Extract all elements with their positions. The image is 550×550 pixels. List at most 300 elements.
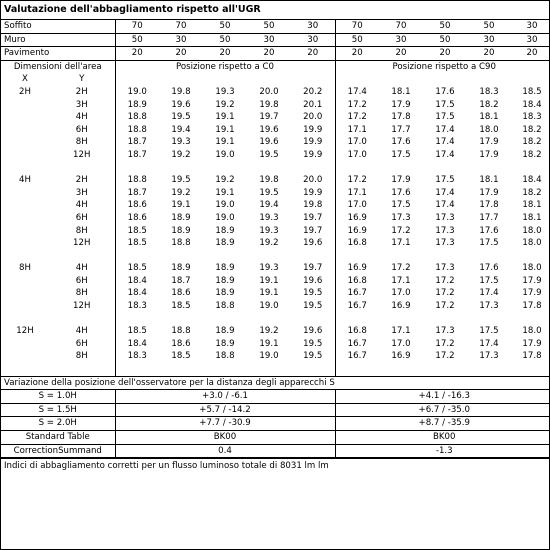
ugr-value-c90: 17.2 xyxy=(435,275,455,286)
ugr-value-c90: 17.9 xyxy=(479,137,499,148)
reflectance-value: 50 xyxy=(203,33,247,47)
ugr-value-c0: 19.1 xyxy=(215,112,235,123)
ugr-value-c0: 19.0 xyxy=(215,212,235,223)
ugr-value-c90: 17.3 xyxy=(435,326,455,337)
ugr-value-c0: 18.8 xyxy=(171,326,191,337)
ugr-value-c90: 17.5 xyxy=(435,99,455,110)
ugr-value-c0: 18.9 xyxy=(171,212,191,223)
luminous-flux-note: Indici di abbagliamento corretti per un flusso luminoso totale di 8031 lm lm xyxy=(1,458,549,473)
ugr-value-c90: 17.0 xyxy=(391,288,411,299)
ugr-data-row xyxy=(1,136,550,149)
ugr-value-c90: 16.8 xyxy=(347,326,367,337)
ugr-value-c90: 17.7 xyxy=(479,212,499,223)
gap-cell xyxy=(1,313,115,326)
x-dimension-empty xyxy=(1,338,49,351)
ugr-value-c0: 19.3 xyxy=(171,137,191,148)
ugr-value-c90: 17.1 xyxy=(391,238,411,249)
gap-cell xyxy=(115,162,335,175)
x-dimension: 12H xyxy=(16,326,34,337)
sheet-title: Valutazione dell'abbagliamento rispetto all'UGR xyxy=(1,1,549,20)
x-dimension-empty xyxy=(1,225,49,238)
reflectance-row xyxy=(1,33,550,47)
ugr-value-c0: 18.9 xyxy=(171,263,191,274)
x-dimension-empty xyxy=(1,149,49,162)
ugr-value-c90: 17.4 xyxy=(435,137,455,148)
ugr-value-c90: 18.1 xyxy=(391,86,411,97)
reflectance-row xyxy=(1,47,550,61)
axis-header-row xyxy=(1,73,550,86)
ugr-value-c0: 19.3 xyxy=(259,263,279,274)
ugr-value-c90: 18.0 xyxy=(522,326,542,337)
gap-cell xyxy=(1,363,115,376)
ugr-value-c0: 19.3 xyxy=(259,225,279,236)
ugr-value-c0: 18.8 xyxy=(127,175,147,186)
reflectance-label: Soffito xyxy=(1,20,115,33)
ugr-value-c0: 19.9 xyxy=(291,124,335,137)
variation-c0: +3.0 / -6.1 xyxy=(115,390,335,404)
ugr-value-c90: 17.4 xyxy=(479,338,499,349)
ugr-value-c90: 17.2 xyxy=(347,112,367,123)
ugr-value-c90: 18.1 xyxy=(522,212,542,223)
ugr-value-c0: 19.5 xyxy=(171,112,191,123)
ugr-data-row xyxy=(1,86,550,99)
gap-cell xyxy=(1,250,115,263)
x-dimension-empty xyxy=(1,136,49,149)
ugr-value-c90: 17.5 xyxy=(479,275,499,286)
ugr-value-c90: 16.9 xyxy=(347,263,367,274)
ugr-value-c90: 17.3 xyxy=(435,212,455,223)
ugr-data-row xyxy=(1,174,550,187)
ugr-value-c0: 19.2 xyxy=(171,149,191,160)
ugr-value-c0: 18.9 xyxy=(215,225,235,236)
reflectance-value: 50 xyxy=(423,20,467,33)
ugr-value-c90: 17.3 xyxy=(435,225,455,236)
ugr-value-c0: 19.2 xyxy=(259,238,279,249)
ugr-value-c90: 17.8 xyxy=(391,112,411,123)
x-dimension-empty xyxy=(1,199,49,212)
ugr-data-row xyxy=(1,237,550,250)
reflectance-value: 30 xyxy=(467,33,511,47)
ugr-value-c90: 17.3 xyxy=(435,238,455,249)
reflectance-value: 20 xyxy=(467,47,511,61)
ugr-value-c0: 18.6 xyxy=(127,212,147,223)
reflectance-value: 50 xyxy=(335,33,379,47)
ugr-value-c0: 18.7 xyxy=(127,187,147,198)
ugr-value-c0: 18.5 xyxy=(127,263,147,274)
ugr-value-c0: 19.7 xyxy=(291,262,335,275)
ugr-value-c90: 18.3 xyxy=(522,112,542,123)
ugr-value-c90: 17.4 xyxy=(435,149,455,160)
ugr-value-c90: 18.4 xyxy=(522,99,542,110)
ugr-value-c0: 19.8 xyxy=(259,175,279,186)
reflectance-value: 20 xyxy=(115,47,159,61)
y-dimension: 12H xyxy=(49,149,115,162)
ugr-value-c0: 19.1 xyxy=(259,275,279,286)
ugr-value-c0: 19.7 xyxy=(291,212,335,225)
spacing-label: S = 1.5H xyxy=(1,403,115,417)
ugr-value-c90: 17.3 xyxy=(435,263,455,274)
gap-cell xyxy=(1,162,115,175)
gap-cell xyxy=(115,363,335,376)
gap-cell xyxy=(115,250,335,263)
ugr-value-c90: 17.2 xyxy=(435,351,455,362)
ugr-value-c90: 18.0 xyxy=(522,225,542,236)
y-axis-label: Y xyxy=(49,73,115,86)
ugr-value-c0: 19.2 xyxy=(215,175,235,186)
ugr-value-c90: 17.7 xyxy=(391,124,411,135)
ugr-value-c0: 18.9 xyxy=(215,238,235,249)
ugr-value-c0: 19.0 xyxy=(127,86,147,97)
reflectance-value: 50 xyxy=(203,20,247,33)
reflectance-value: 20 xyxy=(511,47,550,61)
ugr-value-c90: 17.0 xyxy=(347,137,367,148)
ugr-value-c90: 17.9 xyxy=(479,149,499,160)
reflectance-value: 50 xyxy=(115,33,159,47)
ugr-value-c90: 17.9 xyxy=(391,175,411,186)
x-dimension: 8H xyxy=(19,263,31,274)
ugr-table xyxy=(1,20,550,458)
standard-table-c90: BK00 xyxy=(335,431,550,445)
ugr-value-c90: 18.0 xyxy=(522,263,542,274)
ugr-value-c0: 18.8 xyxy=(171,238,191,249)
ugr-value-c0: 18.9 xyxy=(215,288,235,299)
ugr-value-c90: 17.9 xyxy=(479,187,499,198)
variation-c0: +7.7 / -30.9 xyxy=(115,417,335,431)
y-dimension: 12H xyxy=(49,300,115,313)
ugr-value-c90: 17.9 xyxy=(522,275,542,286)
reflectance-value: 30 xyxy=(159,33,203,47)
ugr-value-c90: 17.0 xyxy=(391,338,411,349)
ugr-value-c90: 18.1 xyxy=(522,200,542,211)
ugr-value-c90: 17.5 xyxy=(435,175,455,186)
ugr-value-c90: 17.4 xyxy=(347,86,367,97)
reflectance-label: Pavimento xyxy=(1,47,115,61)
variation-title: Variazione della posizione dell'osservatore per la distanza degli apparecchi S xyxy=(1,376,550,390)
ugr-data-row xyxy=(1,225,550,238)
ugr-value-c0: 18.5 xyxy=(127,326,147,337)
reflectance-value: 50 xyxy=(423,33,467,47)
ugr-value-c90: 17.4 xyxy=(479,288,499,299)
reflectance-value: 70 xyxy=(335,20,379,33)
ugr-value-c0: 20.0 xyxy=(259,86,279,97)
reflectance-value: 20 xyxy=(159,47,203,61)
ugr-value-c90: 17.2 xyxy=(435,288,455,299)
c0-header: Posizione rispetto a C0 xyxy=(115,60,335,73)
x-dimension: 4H xyxy=(19,175,31,186)
ugr-value-c0: 18.8 xyxy=(127,124,147,135)
reflectance-label: Muro xyxy=(1,33,115,47)
ugr-data-row xyxy=(1,124,550,137)
ugr-value-c90: 18.2 xyxy=(522,149,542,160)
group-spacer xyxy=(1,363,550,376)
reflectance-value: 30 xyxy=(511,33,550,47)
ugr-value-c0: 19.5 xyxy=(171,175,191,186)
ugr-value-c90: 17.5 xyxy=(435,112,455,123)
x-dimension-empty xyxy=(1,111,49,124)
ugr-value-c0: 19.5 xyxy=(291,300,335,313)
ugr-value-c0: 19.4 xyxy=(259,200,279,211)
gap-cell xyxy=(335,250,550,263)
ugr-data-row xyxy=(1,199,550,212)
ugr-value-c0: 19.1 xyxy=(259,288,279,299)
ugr-value-c0: 18.4 xyxy=(127,338,147,349)
ugr-value-c0: 19.8 xyxy=(171,86,191,97)
ugr-value-c0: 19.1 xyxy=(259,338,279,349)
c90-header: Posizione rispetto a C90 xyxy=(392,61,496,72)
ugr-value-c0: 19.9 xyxy=(291,187,335,200)
ugr-value-c0: 19.3 xyxy=(215,86,235,97)
ugr-value-c90: 17.0 xyxy=(347,200,367,211)
y-dimension: 4H xyxy=(49,111,115,124)
variation-c0: +5.7 / -14.2 xyxy=(115,403,335,417)
ugr-value-c0: 18.5 xyxy=(171,301,191,312)
ugr-value-c0: 19.6 xyxy=(291,325,335,338)
variation-title-row xyxy=(1,376,550,390)
variation-c90: +4.1 / -16.3 xyxy=(335,390,550,404)
gap-cell xyxy=(335,363,550,376)
variation-row xyxy=(1,417,550,431)
ugr-value-c90: 17.4 xyxy=(435,187,455,198)
ugr-value-c0: 18.7 xyxy=(171,275,191,286)
ugr-value-c90: 16.7 xyxy=(347,288,367,299)
ugr-value-c0: 18.9 xyxy=(215,275,235,286)
x-dimension-empty xyxy=(1,124,49,137)
ugr-value-c0: 20.2 xyxy=(291,86,335,99)
ugr-value-c0: 19.1 xyxy=(171,200,191,211)
ugr-value-c0: 18.7 xyxy=(127,149,147,160)
ugr-value-c90: 17.6 xyxy=(479,263,499,274)
ugr-value-c90: 17.1 xyxy=(391,275,411,286)
ugr-value-c0: 19.4 xyxy=(171,124,191,135)
y-dimension: 8H xyxy=(49,287,115,300)
ugr-value-c0: 18.4 xyxy=(127,288,147,299)
x-dimension-empty xyxy=(1,99,49,112)
ugr-value-c90: 17.9 xyxy=(391,99,411,110)
ugr-data-row xyxy=(1,275,550,288)
ugr-data-row xyxy=(1,287,550,300)
ugr-data-row xyxy=(1,350,550,363)
ugr-value-c90: 18.2 xyxy=(479,99,499,110)
group-spacer xyxy=(1,313,550,326)
reflectance-value: 20 xyxy=(291,47,335,61)
ugr-value-c90: 17.9 xyxy=(522,338,542,349)
ugr-value-c90: 17.6 xyxy=(391,187,411,198)
x-dimension-empty xyxy=(1,212,49,225)
ugr-value-c90: 17.1 xyxy=(347,187,367,198)
ugr-value-c90: 18.2 xyxy=(522,124,542,135)
ugr-value-c0: 18.6 xyxy=(127,200,147,211)
y-dimension: 12H xyxy=(49,237,115,250)
ugr-value-c0: 19.6 xyxy=(259,124,279,135)
ugr-value-c0: 18.9 xyxy=(215,326,235,337)
ugr-value-c90: 17.2 xyxy=(347,175,367,186)
ugr-data-row xyxy=(1,300,550,313)
ugr-value-c90: 16.7 xyxy=(347,338,367,349)
ugr-value-c0: 19.6 xyxy=(291,237,335,250)
ugr-value-c90: 16.9 xyxy=(347,225,367,236)
ugr-value-c0: 18.8 xyxy=(215,301,235,312)
y-dimension: 4H xyxy=(49,199,115,212)
correction-summand-label: CorrectionSummand xyxy=(1,444,115,458)
ugr-value-c90: 16.9 xyxy=(391,351,411,362)
ugr-value-c0: 19.0 xyxy=(215,149,235,160)
ugr-value-c90: 17.6 xyxy=(479,225,499,236)
ugr-value-c0: 19.5 xyxy=(291,350,335,363)
ugr-data-row xyxy=(1,338,550,351)
ugr-data-row xyxy=(1,262,550,275)
standard-table-c0: BK00 xyxy=(115,431,335,445)
reflectance-value: 70 xyxy=(115,20,159,33)
correction-summand-c90: -1.3 xyxy=(335,444,550,458)
ugr-value-c90: 17.3 xyxy=(479,301,499,312)
ugr-value-c0: 19.2 xyxy=(171,187,191,198)
ugr-value-c90: 17.1 xyxy=(347,124,367,135)
ugr-value-c0: 20.1 xyxy=(291,99,335,112)
correction-summand-c0: 0.4 xyxy=(115,444,335,458)
y-dimension: 6H xyxy=(49,212,115,225)
ugr-value-c90: 16.8 xyxy=(347,275,367,286)
ugr-value-c0: 18.6 xyxy=(171,338,191,349)
x-dimension-empty xyxy=(1,187,49,200)
ugr-value-c90: 17.3 xyxy=(479,351,499,362)
reflectance-value: 20 xyxy=(203,47,247,61)
reflectance-value: 20 xyxy=(247,47,291,61)
x-dimension-empty xyxy=(1,300,49,313)
ugr-value-c0: 19.5 xyxy=(259,149,279,160)
ugr-value-c90: 18.4 xyxy=(522,175,542,186)
ugr-value-c90: 18.0 xyxy=(479,124,499,135)
ugr-value-c0: 18.5 xyxy=(171,351,191,362)
header-row xyxy=(1,60,550,73)
ugr-value-c90: 17.8 xyxy=(522,301,542,312)
y-dimension: 2H xyxy=(49,174,115,187)
ugr-value-c90: 17.2 xyxy=(435,301,455,312)
variation-row xyxy=(1,403,550,417)
x-dimension-empty xyxy=(1,275,49,288)
ugr-value-c0: 19.7 xyxy=(291,225,335,238)
ugr-value-c90: 18.0 xyxy=(522,238,542,249)
ugr-value-c90: 17.6 xyxy=(391,137,411,148)
reflectance-value: 50 xyxy=(247,20,291,33)
ugr-value-c90: 17.5 xyxy=(479,326,499,337)
ugr-value-c90: 17.2 xyxy=(391,263,411,274)
y-dimension: 8H xyxy=(49,350,115,363)
y-dimension: 4H xyxy=(49,262,115,275)
reflectance-row xyxy=(1,20,550,33)
x-dimension-empty xyxy=(1,287,49,300)
ugr-value-c0: 19.6 xyxy=(259,137,279,148)
ugr-value-c90: 17.0 xyxy=(347,149,367,160)
ugr-value-c0: 18.4 xyxy=(127,275,147,286)
ugr-value-c0: 18.5 xyxy=(127,238,147,249)
ugr-value-c0: 19.1 xyxy=(215,137,235,148)
ugr-value-c90: 17.8 xyxy=(479,200,499,211)
ugr-value-c0: 18.9 xyxy=(215,263,235,274)
ugr-value-c0: 18.8 xyxy=(127,112,147,123)
gap-cell xyxy=(335,162,550,175)
ugr-value-c90: 17.2 xyxy=(435,338,455,349)
ugr-value-c90: 17.9 xyxy=(522,288,542,299)
ugr-value-c0: 18.6 xyxy=(171,288,191,299)
y-dimension: 6H xyxy=(49,275,115,288)
x-dimension-empty xyxy=(1,237,49,250)
ugr-data-row xyxy=(1,149,550,162)
reflectance-value: 20 xyxy=(423,47,467,61)
ugr-value-c90: 17.2 xyxy=(347,99,367,110)
spacing-label: S = 1.0H xyxy=(1,390,115,404)
correction-summand-row xyxy=(1,444,550,458)
ugr-value-c90: 18.5 xyxy=(522,86,542,97)
y-dimension: 8H xyxy=(49,136,115,149)
ugr-value-c90: 17.5 xyxy=(479,238,499,249)
ugr-value-c90: 17.3 xyxy=(391,212,411,223)
variation-c90: +6.7 / -35.0 xyxy=(335,403,550,417)
ugr-value-c90: 16.7 xyxy=(347,301,367,312)
ugr-value-c90: 17.6 xyxy=(435,86,455,97)
reflectance-value: 20 xyxy=(335,47,379,61)
standard-table-label: Standard Table xyxy=(1,431,115,445)
ugr-value-c0: 19.5 xyxy=(259,187,279,198)
ugr-value-c90: 17.2 xyxy=(391,225,411,236)
ugr-value-c0: 19.0 xyxy=(215,200,235,211)
ugr-value-c90: 16.9 xyxy=(347,212,367,223)
ugr-value-c0: 19.1 xyxy=(215,187,235,198)
ugr-value-c90: 17.1 xyxy=(391,326,411,337)
ugr-data-row xyxy=(1,325,550,338)
ugr-data-row xyxy=(1,212,550,225)
ugr-value-c90: 17.8 xyxy=(522,351,542,362)
ugr-value-c90: 16.7 xyxy=(347,351,367,362)
ugr-value-c0: 20.0 xyxy=(291,174,335,187)
ugr-value-c90: 18.1 xyxy=(479,175,499,186)
ugr-value-c0: 18.3 xyxy=(127,351,147,362)
x-dimension: 2H xyxy=(19,86,31,97)
y-dimension: 3H xyxy=(49,187,115,200)
reflectance-value: 20 xyxy=(379,47,423,61)
ugr-value-c0: 19.8 xyxy=(259,99,279,110)
reflectance-value: 30 xyxy=(511,20,550,33)
ugr-value-c0: 19.1 xyxy=(215,124,235,135)
ugr-data-row xyxy=(1,187,550,200)
ugr-value-c0: 18.9 xyxy=(215,338,235,349)
standard-table-row xyxy=(1,431,550,445)
ugr-value-c0: 18.9 xyxy=(127,99,147,110)
reflectance-value: 70 xyxy=(159,20,203,33)
ugr-value-c90: 16.9 xyxy=(391,301,411,312)
ugr-value-c90: 18.3 xyxy=(479,86,499,97)
y-dimension: 3H xyxy=(49,99,115,112)
room-dims-label: Dimensioni dell'area xyxy=(1,60,115,73)
x-axis-label: X xyxy=(22,74,28,85)
ugr-value-c0: 19.6 xyxy=(291,275,335,288)
ugr-value-c0: 18.8 xyxy=(215,351,235,362)
variation-row xyxy=(1,390,550,404)
ugr-value-c0: 19.9 xyxy=(291,149,335,162)
ugr-value-c0: 19.2 xyxy=(259,326,279,337)
c90-spacer xyxy=(335,73,550,86)
ugr-value-c0: 19.6 xyxy=(171,99,191,110)
ugr-value-c0: 19.0 xyxy=(259,301,279,312)
reflectance-value: 30 xyxy=(247,33,291,47)
ugr-value-c90: 17.4 xyxy=(435,124,455,135)
reflectance-value: 30 xyxy=(291,33,335,47)
ugr-value-c0: 19.3 xyxy=(259,212,279,223)
spacing-label: S = 2.0H xyxy=(1,417,115,431)
gap-cell xyxy=(115,313,335,326)
ugr-data-row xyxy=(1,111,550,124)
gap-cell xyxy=(335,313,550,326)
ugr-value-c0: 19.8 xyxy=(291,199,335,212)
